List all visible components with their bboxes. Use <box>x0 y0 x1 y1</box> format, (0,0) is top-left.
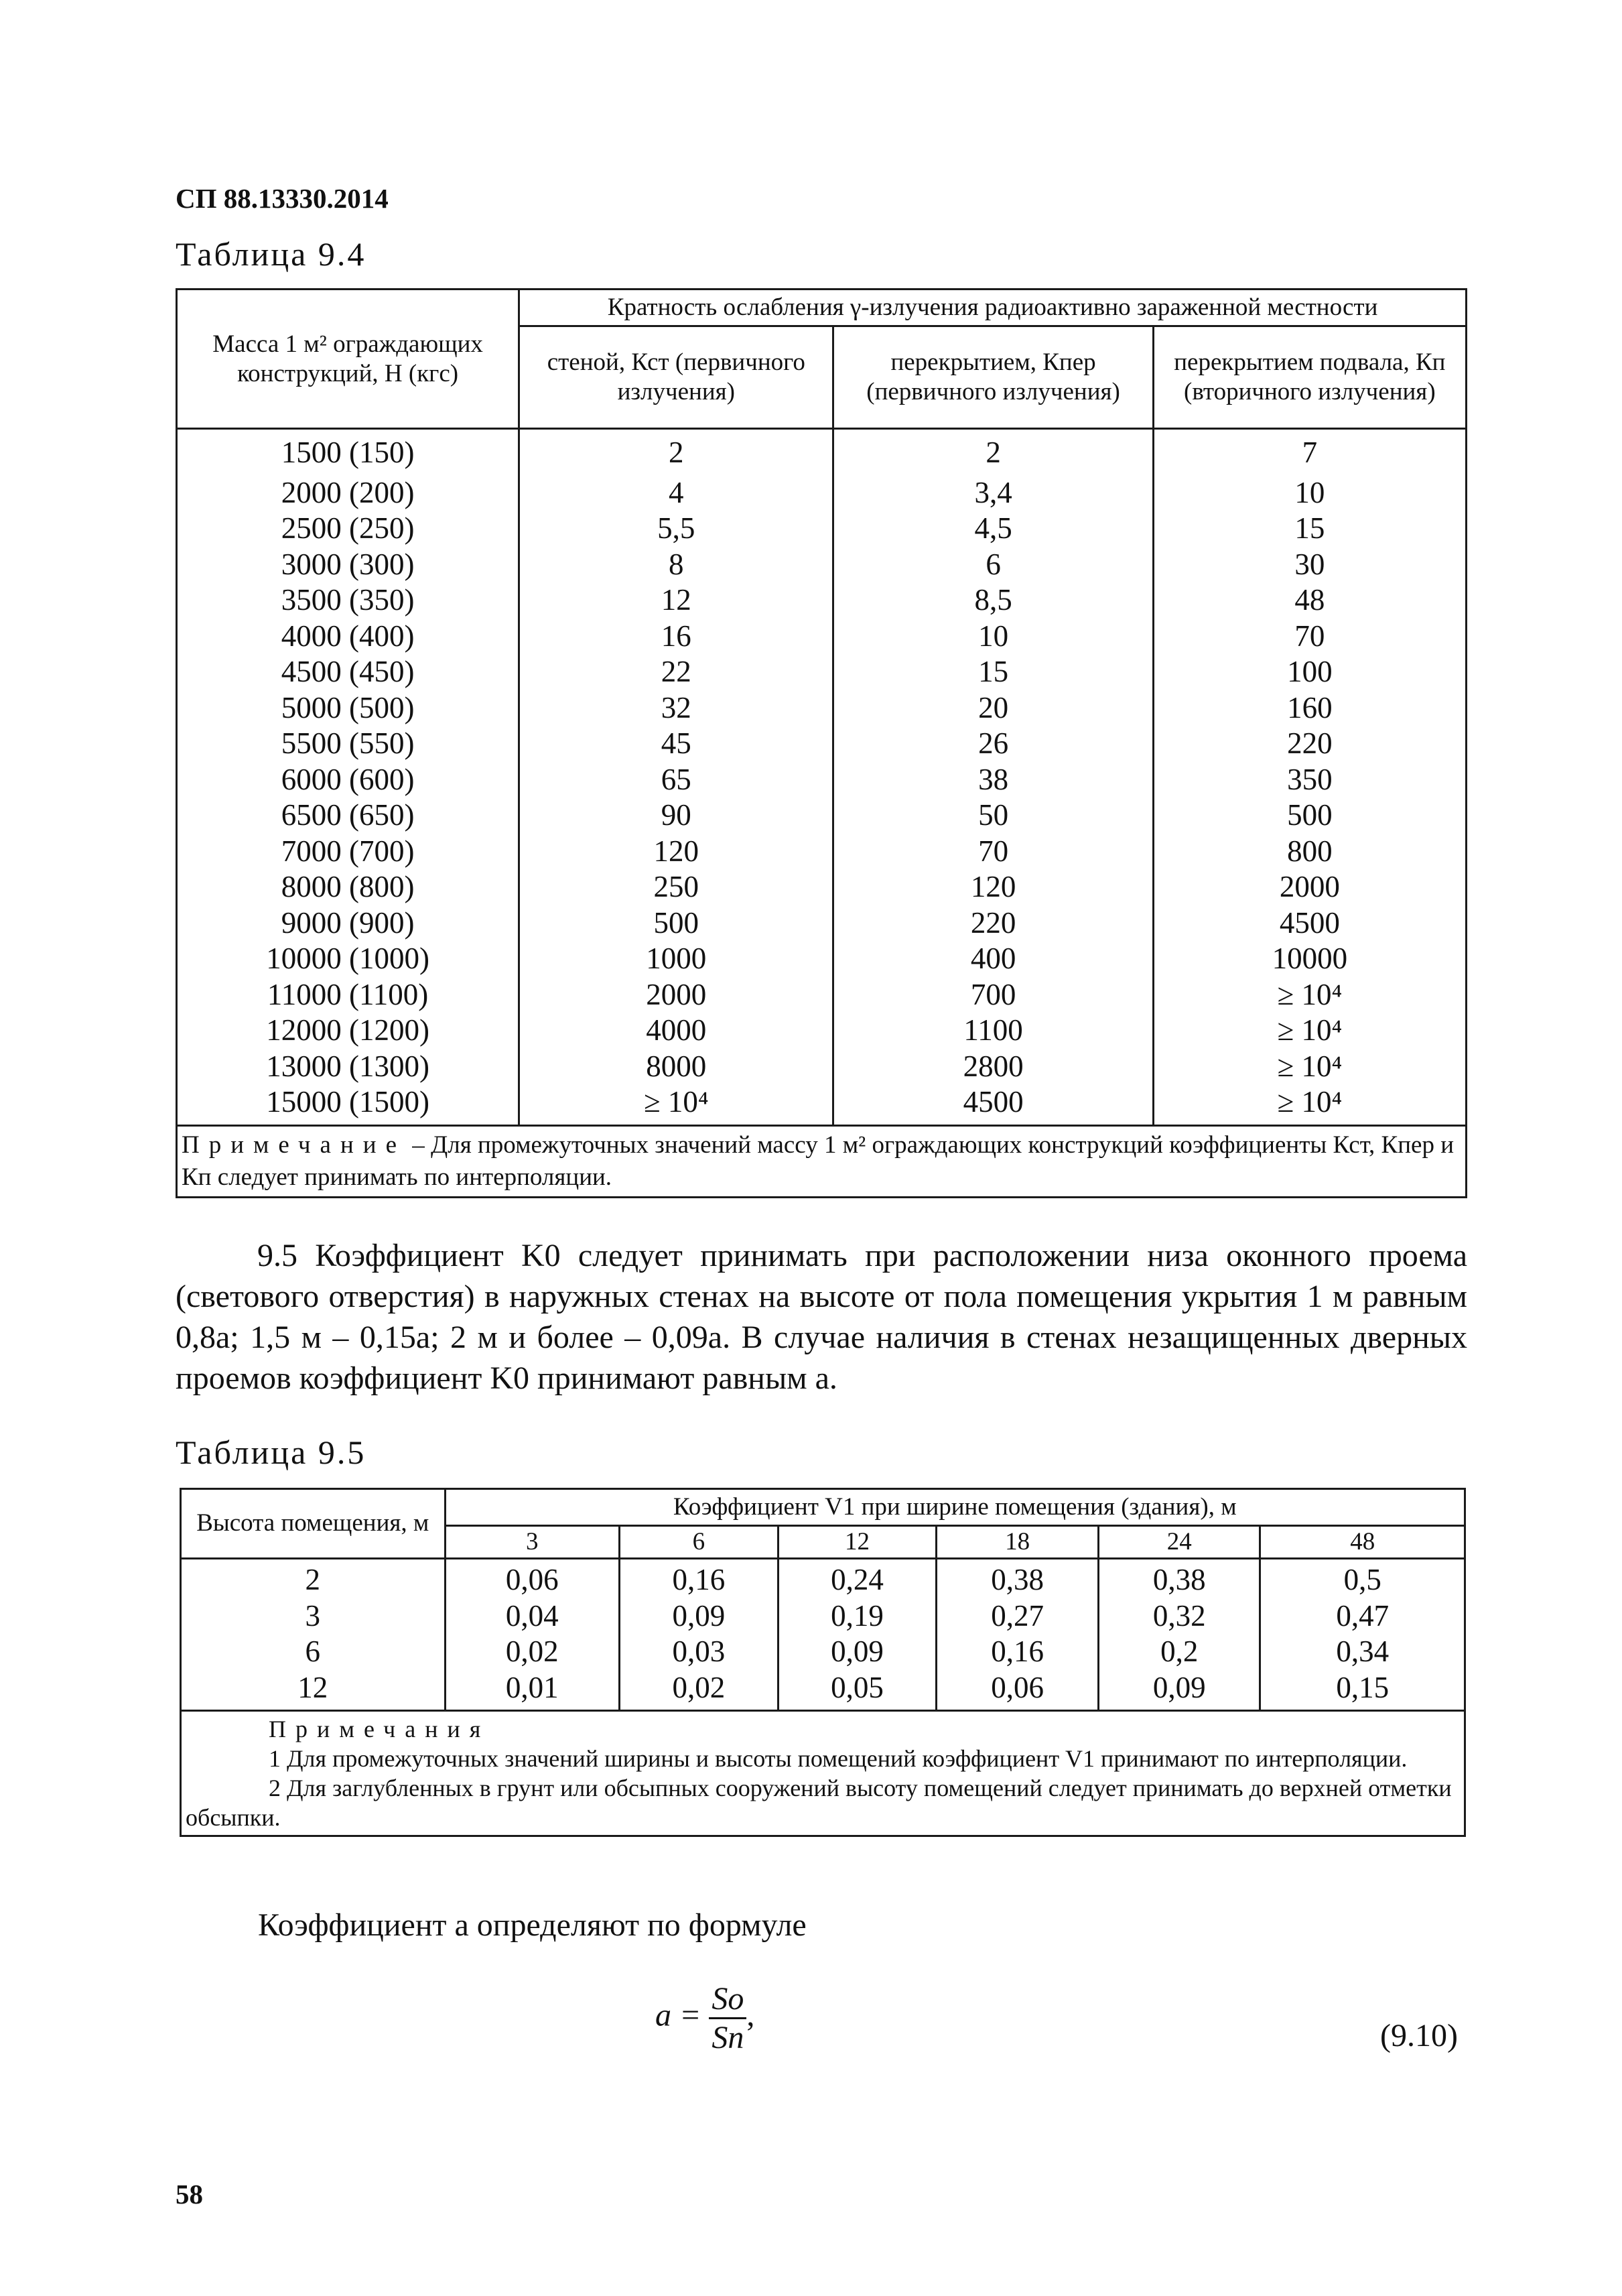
fraction-denominator: Sп <box>712 2020 744 2055</box>
formula-lhs: a = <box>655 1997 701 2033</box>
table-9-5 <box>180 1488 1466 1837</box>
table-row <box>181 1634 1465 1670</box>
col-mass-header: Масса 1 м² ограждающих конструкций, Н (кгс) <box>177 290 519 429</box>
table-cell: 20 <box>833 690 1153 726</box>
table-row <box>177 1013 1467 1049</box>
table-cell: ≥ 10⁴ <box>1153 1013 1466 1049</box>
table-cell: 0,27 <box>937 1598 1099 1635</box>
table-cell: 6 <box>833 547 1153 583</box>
paragraph-text: 9.5 Коэффициент K0 следует принимать при расположении низа оконного проема (светового отверстия) в наружных стенах на высоте от пола помещения укрытия 1 м равным 0,8a; 1,5 м – 0,15a; 2 м и более – 0,09a. В случае наличия в стенах незащищенных дверных проемов коэффициент K0 принимают равным a. <box>176 1238 1467 1396</box>
table-cell: 50 <box>833 798 1153 834</box>
fraction <box>709 1980 746 2056</box>
table-cell: 5000 (500) <box>177 690 519 726</box>
table-cell: 5,5 <box>519 511 833 547</box>
table-cell: 11000 (1100) <box>177 977 519 1013</box>
table-cell: 2800 <box>833 1049 1153 1085</box>
width-header-cell: 24 <box>1098 1526 1260 1559</box>
table-cell: 350 <box>1153 762 1466 798</box>
table-cell: 1000 <box>519 941 833 977</box>
table-cell: 6000 (600) <box>177 762 519 798</box>
table-9-4 <box>176 288 1467 1198</box>
formula-intro: Коэффициент a определяют по формуле <box>258 1907 807 1943</box>
table-cell: 1500 (150) <box>177 429 519 475</box>
table-cell: 12000 (1200) <box>177 1013 519 1049</box>
table-cell: 15 <box>1153 511 1466 547</box>
table-cell: 10 <box>1153 475 1466 511</box>
table-row <box>177 941 1467 977</box>
table-row <box>177 511 1467 547</box>
table-cell: 12 <box>181 1670 446 1711</box>
table-cell: 500 <box>1153 798 1466 834</box>
table-cell: 3 <box>181 1598 446 1635</box>
table-row <box>177 1084 1467 1125</box>
table-cell: 45 <box>519 726 833 762</box>
table-cell: 700 <box>833 977 1153 1013</box>
col-ceiling-header: перекрытием, Кпер (первичного излучения) <box>833 326 1153 429</box>
table-cell: 65 <box>519 762 833 798</box>
table-cell: 0,16 <box>937 1634 1099 1670</box>
attenuation-group-header: Кратность ослабления γ-излучения радиоактивно зараженной местности <box>519 290 1467 326</box>
equation-number: (9.10) <box>1380 2018 1458 2053</box>
table-cell: 0,38 <box>937 1559 1099 1598</box>
table-cell: 5500 (550) <box>177 726 519 762</box>
table-cell: 400 <box>833 941 1153 977</box>
table-cell: 0,09 <box>778 1634 937 1670</box>
table-cell: 250 <box>519 869 833 905</box>
width-header-cell: 48 <box>1260 1526 1465 1559</box>
notes-label: Примечания <box>269 1716 490 1742</box>
table-cell: 6 <box>181 1634 446 1670</box>
note-2: 2 Для заглубленных в грунт или обсыпных сооружений высоту помещений следует принимать до верхней отметки обсыпки. <box>186 1775 1452 1831</box>
table-cell: 10000 <box>1153 941 1466 977</box>
coef-group-header: Коэффициент V1 при ширине помещения (здания), м <box>445 1489 1465 1526</box>
width-header-cell: 18 <box>937 1526 1099 1559</box>
document-code: СП 88.13330.2014 <box>176 183 389 214</box>
table-cell: 9000 (900) <box>177 905 519 942</box>
table-row <box>177 654 1467 690</box>
table-cell: 3,4 <box>833 475 1153 511</box>
table-row <box>177 798 1467 834</box>
table-cell: 100 <box>1153 654 1466 690</box>
table-cell: 0,04 <box>445 1598 620 1635</box>
table-cell: 3000 (300) <box>177 547 519 583</box>
table-cell: 15 <box>833 654 1153 690</box>
table-row <box>177 690 1467 726</box>
table-cell: 70 <box>833 834 1153 870</box>
table-cell: 90 <box>519 798 833 834</box>
table-cell: 8,5 <box>833 582 1153 619</box>
table-cell: 4500 (450) <box>177 654 519 690</box>
table-cell: 13000 (1300) <box>177 1049 519 1085</box>
col-wall-header: стеной, Кст (первичного излучения) <box>519 326 833 429</box>
table-cell: 0,15 <box>1260 1670 1465 1711</box>
table-cell: 0,47 <box>1260 1598 1465 1635</box>
table-row <box>181 1670 1465 1711</box>
table-cell: 8000 <box>519 1049 833 1085</box>
table-cell: ≥ 10⁴ <box>1153 1084 1466 1125</box>
table-cell: 10000 (1000) <box>177 941 519 977</box>
table-cell: 2 <box>181 1559 446 1598</box>
table-cell: 1100 <box>833 1013 1153 1049</box>
table-cell: 0,2 <box>1098 1634 1260 1670</box>
table-cell: 0,02 <box>620 1670 779 1711</box>
table-row <box>181 1559 1465 1598</box>
col-height-header: Высота помещения, м <box>181 1489 446 1559</box>
table-cell: 2000 <box>1153 869 1466 905</box>
width-header-cell: 3 <box>445 1526 620 1559</box>
table-cell: 0,19 <box>778 1598 937 1635</box>
table-cell: ≥ 10⁴ <box>1153 977 1466 1013</box>
table-row <box>177 869 1467 905</box>
table-9-4-body <box>177 429 1467 1126</box>
table-cell: 3500 (350) <box>177 582 519 619</box>
table-cell: 4 <box>519 475 833 511</box>
table-cell: 8 <box>519 547 833 583</box>
table-cell: 15000 (1500) <box>177 1084 519 1125</box>
table-cell: 0,38 <box>1098 1559 1260 1598</box>
table-row <box>177 762 1467 798</box>
table-cell: 38 <box>833 762 1153 798</box>
table-cell: 2500 (250) <box>177 511 519 547</box>
table-cell: 120 <box>833 869 1153 905</box>
table-cell: 0,24 <box>778 1559 937 1598</box>
table-cell: 0,05 <box>778 1670 937 1711</box>
note-1: 1 Для промежуточных значений ширины и высоты помещений коэффициент V1 принимают по интерполяции. <box>269 1745 1408 1772</box>
formula-9-10 <box>655 1980 754 2056</box>
table-cell: 7000 (700) <box>177 834 519 870</box>
note-text: – Для промежуточных значений массу 1 м² ограждающих конструкций коэффициенты Кст, Кпер и Кп следует принимать по интерполяции. <box>182 1131 1454 1191</box>
table-cell: 160 <box>1153 690 1466 726</box>
table-row <box>177 977 1467 1013</box>
table-9-4-caption: Таблица 9.4 <box>176 235 366 273</box>
table-cell: 0,32 <box>1098 1598 1260 1635</box>
table-cell: 22 <box>519 654 833 690</box>
table-cell: 2 <box>833 429 1153 475</box>
table-cell: 70 <box>1153 619 1466 655</box>
table-cell: 8000 (800) <box>177 869 519 905</box>
table-row <box>177 905 1467 942</box>
table-9-5-notes <box>181 1711 1465 1836</box>
table-cell: 26 <box>833 726 1153 762</box>
table-cell: 120 <box>519 834 833 870</box>
width-header-cell: 12 <box>778 1526 937 1559</box>
width-header-cell: 6 <box>620 1526 779 1559</box>
table-9-5-body <box>181 1559 1465 1711</box>
table-cell: 48 <box>1153 582 1466 619</box>
table-cell: 0,06 <box>445 1559 620 1598</box>
table-cell: 0,02 <box>445 1634 620 1670</box>
table-cell: 2000 <box>519 977 833 1013</box>
table-row <box>177 834 1467 870</box>
table-cell: 0,16 <box>620 1559 779 1598</box>
table-cell: 4000 <box>519 1013 833 1049</box>
table-cell: 4500 <box>1153 905 1466 942</box>
page-number: 58 <box>176 2179 203 2210</box>
table-cell: 0,34 <box>1260 1634 1465 1670</box>
table-cell: 16 <box>519 619 833 655</box>
table-cell: 30 <box>1153 547 1466 583</box>
table-cell: 7 <box>1153 429 1466 475</box>
table-cell: 4500 <box>833 1084 1153 1125</box>
table-row <box>177 726 1467 762</box>
table-row <box>181 1598 1465 1635</box>
table-cell: 6500 (650) <box>177 798 519 834</box>
table-cell: 220 <box>1153 726 1466 762</box>
table-9-5-caption: Таблица 9.5 <box>176 1433 366 1471</box>
table-row <box>177 547 1467 583</box>
table-row <box>177 475 1467 511</box>
table-cell: 2 <box>519 429 833 475</box>
paragraph-9-5 <box>176 1235 1467 1399</box>
table-cell: 0,03 <box>620 1634 779 1670</box>
table-cell: 800 <box>1153 834 1466 870</box>
table-cell: 220 <box>833 905 1153 942</box>
table-cell: ≥ 10⁴ <box>519 1084 833 1125</box>
table-cell: 2000 (200) <box>177 475 519 511</box>
table-9-4-note <box>177 1125 1467 1197</box>
table-cell: 0,5 <box>1260 1559 1465 1598</box>
table-row <box>177 429 1467 475</box>
table-row <box>177 1049 1467 1085</box>
table-cell: 10 <box>833 619 1153 655</box>
table-cell: 32 <box>519 690 833 726</box>
table-cell: 4000 (400) <box>177 619 519 655</box>
table-cell: 500 <box>519 905 833 942</box>
table-cell: 4,5 <box>833 511 1153 547</box>
note-label: Примечание <box>182 1131 406 1159</box>
table-cell: 12 <box>519 582 833 619</box>
table-cell: 0,09 <box>620 1598 779 1635</box>
formula-comma: , <box>746 1997 755 2033</box>
table-cell: ≥ 10⁴ <box>1153 1049 1466 1085</box>
table-row <box>177 582 1467 619</box>
col-basement-header: перекрытием подвала, Кп (вторичного излучения) <box>1153 326 1466 429</box>
table-row <box>177 619 1467 655</box>
table-cell: 0,06 <box>937 1670 1099 1711</box>
fraction-numerator: Sо <box>709 1980 746 2019</box>
table-cell: 0,01 <box>445 1670 620 1711</box>
table-cell: 0,09 <box>1098 1670 1260 1711</box>
